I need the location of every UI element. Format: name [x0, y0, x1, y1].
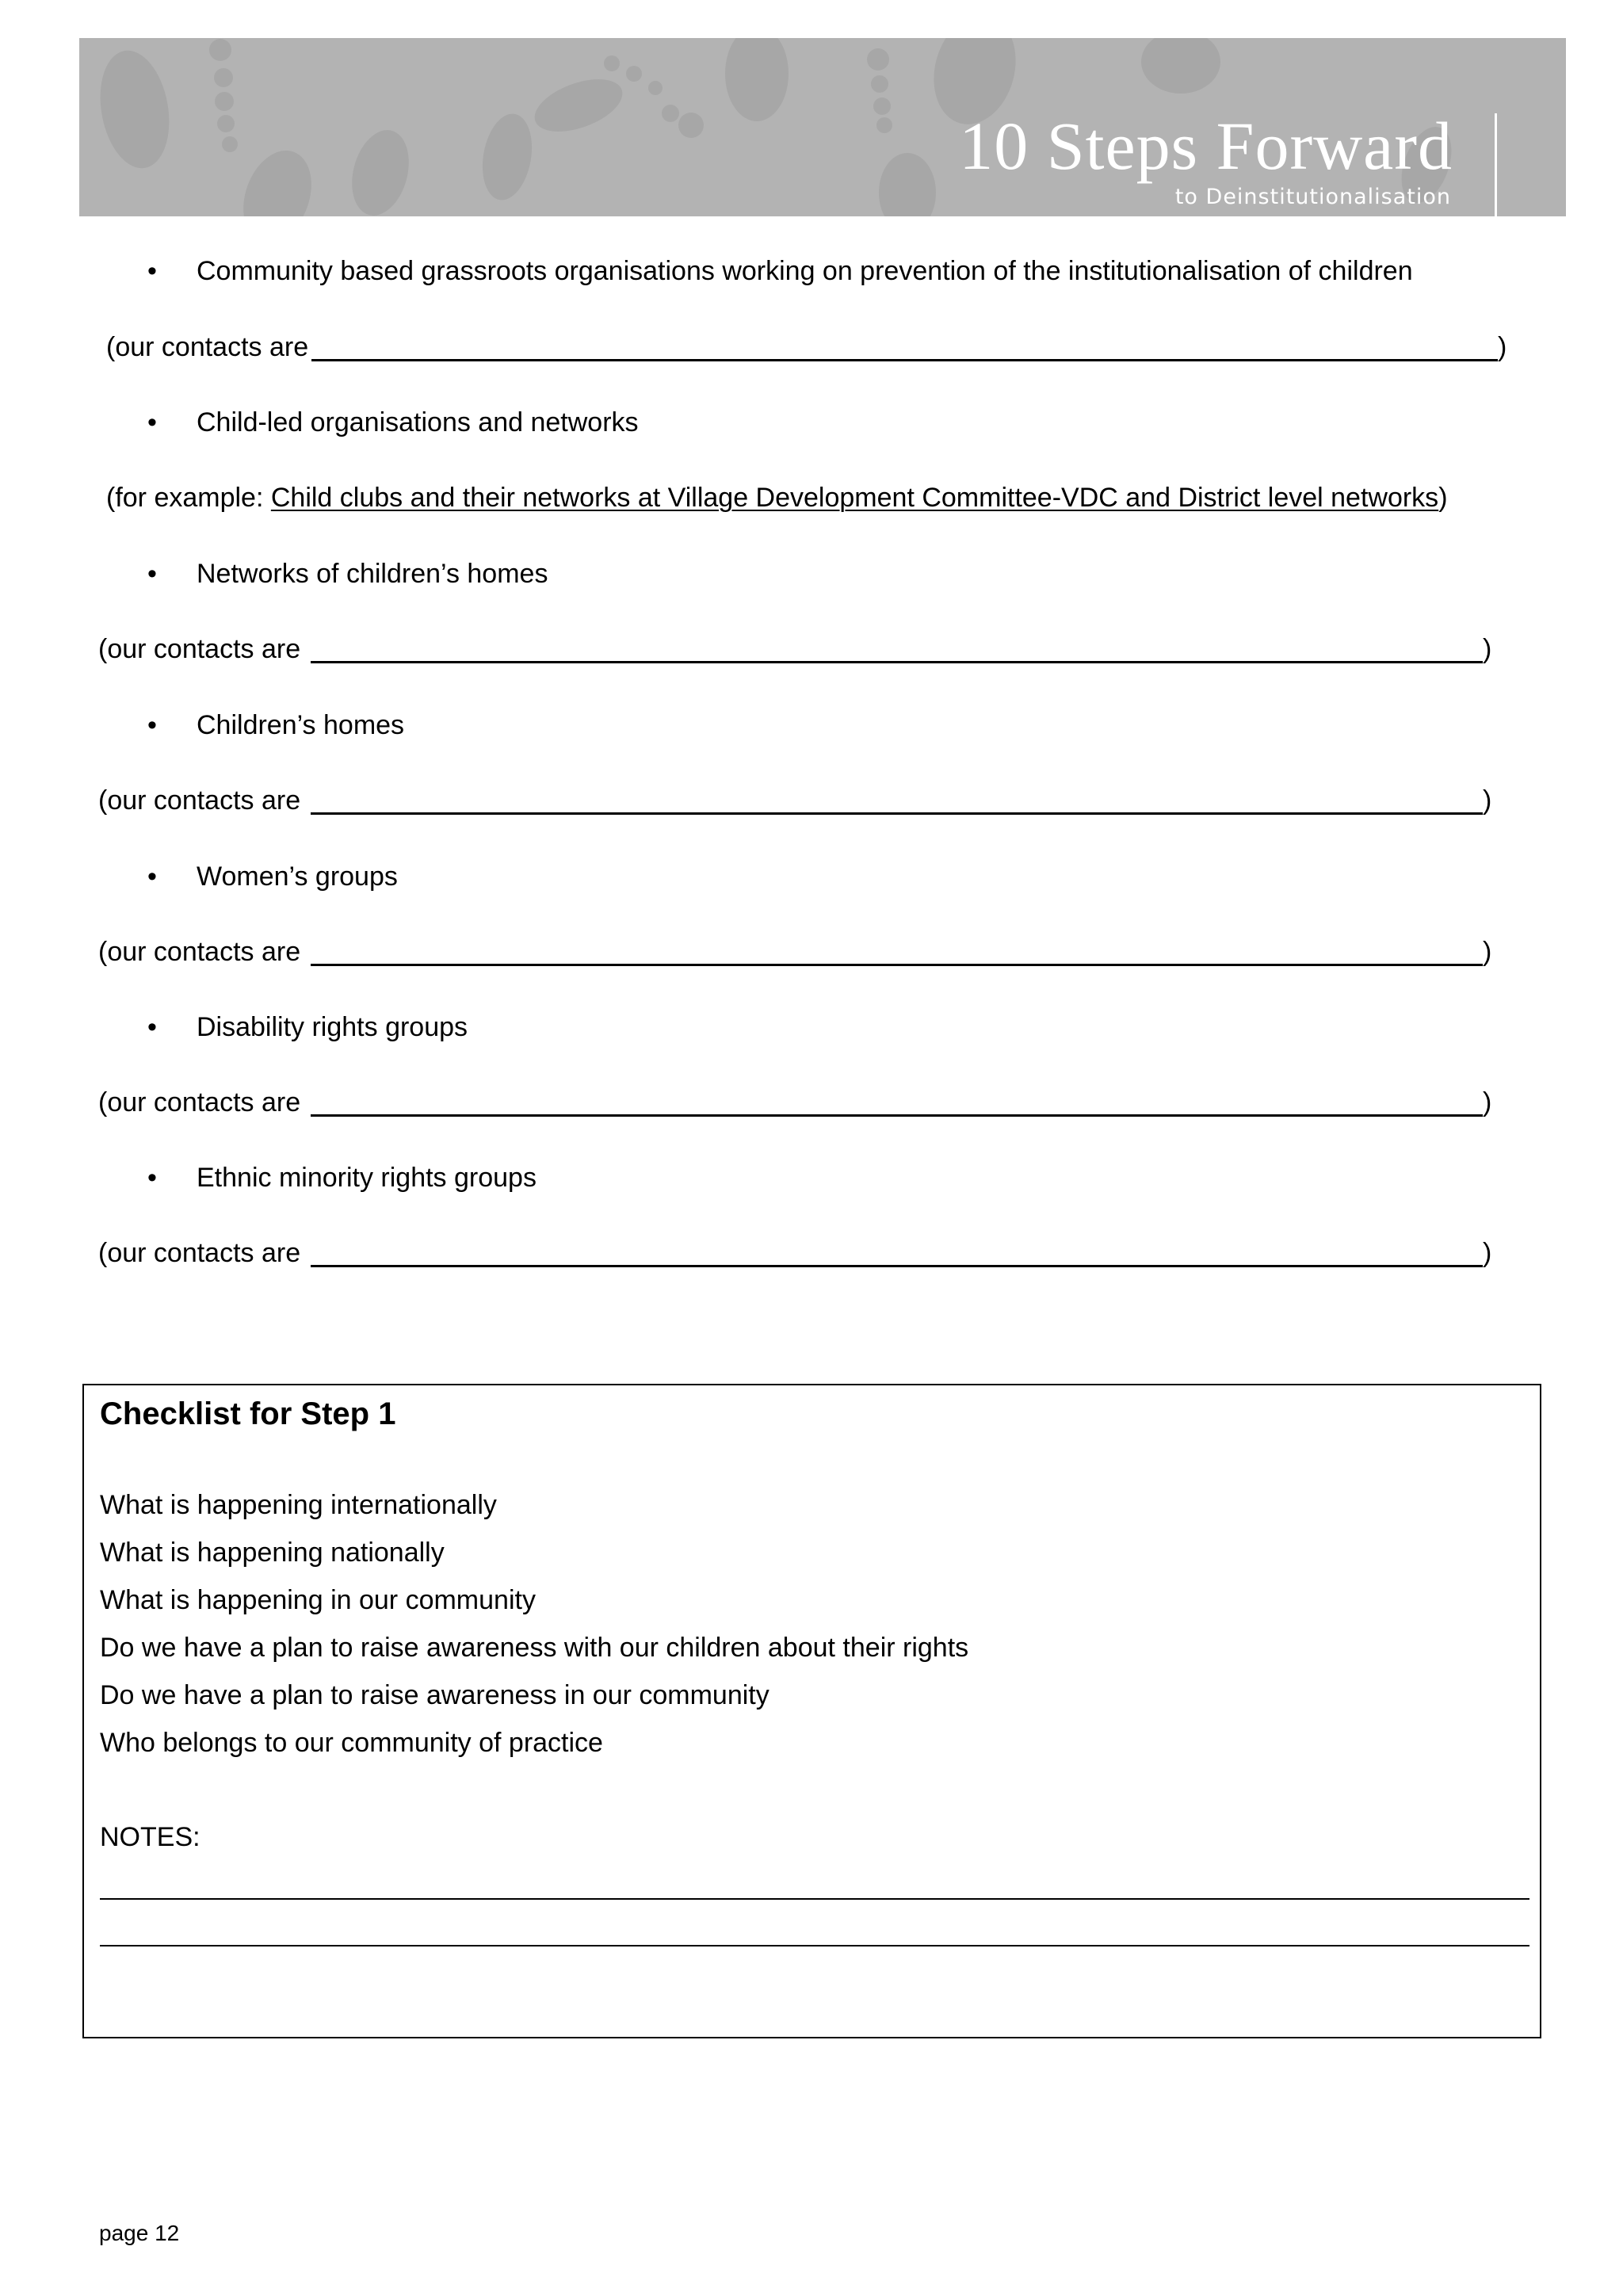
contact-close: ): [1483, 937, 1492, 967]
bullet-glyph: •: [147, 256, 157, 286]
bullet-glyph: •: [147, 861, 157, 892]
contact-label: (our contacts are: [106, 332, 309, 362]
checklist-item: What is happening in our community: [100, 1585, 536, 1615]
contact-close: ): [1483, 1087, 1492, 1117]
notes-label: NOTES:: [100, 1822, 200, 1852]
example-suffix: ): [1438, 483, 1448, 513]
header-banner: [79, 38, 1566, 216]
contact-label: (our contacts are: [98, 785, 301, 816]
checklist-item: What is happening internationally: [100, 1490, 497, 1520]
contact-close: ): [1498, 332, 1507, 362]
notes-line[interactable]: [100, 1898, 1529, 1900]
contact-fill-line[interactable]: [311, 359, 1498, 361]
list-item: Community based grassroots organisations working on prevention of the institutionalisation of children: [197, 256, 1413, 286]
checklist-title: Checklist for Step 1: [100, 1396, 396, 1431]
contact-label: (our contacts are: [98, 634, 301, 664]
banner-subtitle: to Deinstitutionalisation: [1174, 185, 1451, 209]
contact-fill-line[interactable]: [311, 661, 1483, 663]
bullet-glyph: •: [147, 1012, 157, 1042]
bullet-glyph: •: [147, 407, 157, 437]
page-number: page 12: [99, 2221, 180, 2245]
example-text: [106, 482, 1448, 514]
contact-fill-line[interactable]: [311, 812, 1483, 815]
bullet-glyph: •: [147, 1163, 157, 1193]
banner-divider: [1495, 113, 1497, 216]
contact-label: (our contacts are: [98, 1238, 301, 1268]
checklist-box: [82, 1384, 1541, 2038]
list-item: Disability rights groups: [197, 1012, 468, 1042]
list-item: Children’s homes: [197, 710, 405, 740]
bullet-glyph: •: [147, 559, 157, 589]
list-item: Networks of children’s homes: [197, 559, 548, 589]
example-underlined: Child clubs and their networks at Village Development Committee-VDC and District level networks: [270, 483, 1439, 513]
list-item: Women’s groups: [197, 861, 398, 892]
bullet-glyph: •: [147, 710, 157, 740]
list-item: Child-led organisations and networks: [197, 407, 639, 437]
list-item: Ethnic minority rights groups: [197, 1163, 537, 1193]
notes-line[interactable]: [100, 1945, 1529, 1946]
checklist-item: Do we have a plan to raise awareness with our children about their rights: [100, 1633, 969, 1663]
contact-close: ): [1483, 634, 1492, 664]
contact-fill-line[interactable]: [311, 964, 1483, 966]
checklist-item: Who belongs to our community of practice: [100, 1728, 603, 1758]
contact-label: (our contacts are: [98, 937, 301, 967]
banner-title: 10 Steps Forward: [959, 108, 1453, 184]
contact-fill-line[interactable]: [311, 1265, 1483, 1267]
checklist-item: Do we have a plan to raise awareness in our community: [100, 1680, 769, 1710]
example-prefix: (for example:: [106, 483, 271, 513]
contact-close: ): [1483, 1238, 1492, 1268]
contact-close: ): [1483, 785, 1492, 816]
contact-label: (our contacts are: [98, 1087, 301, 1117]
checklist-item: What is happening nationally: [100, 1538, 445, 1568]
contact-fill-line[interactable]: [311, 1114, 1483, 1117]
